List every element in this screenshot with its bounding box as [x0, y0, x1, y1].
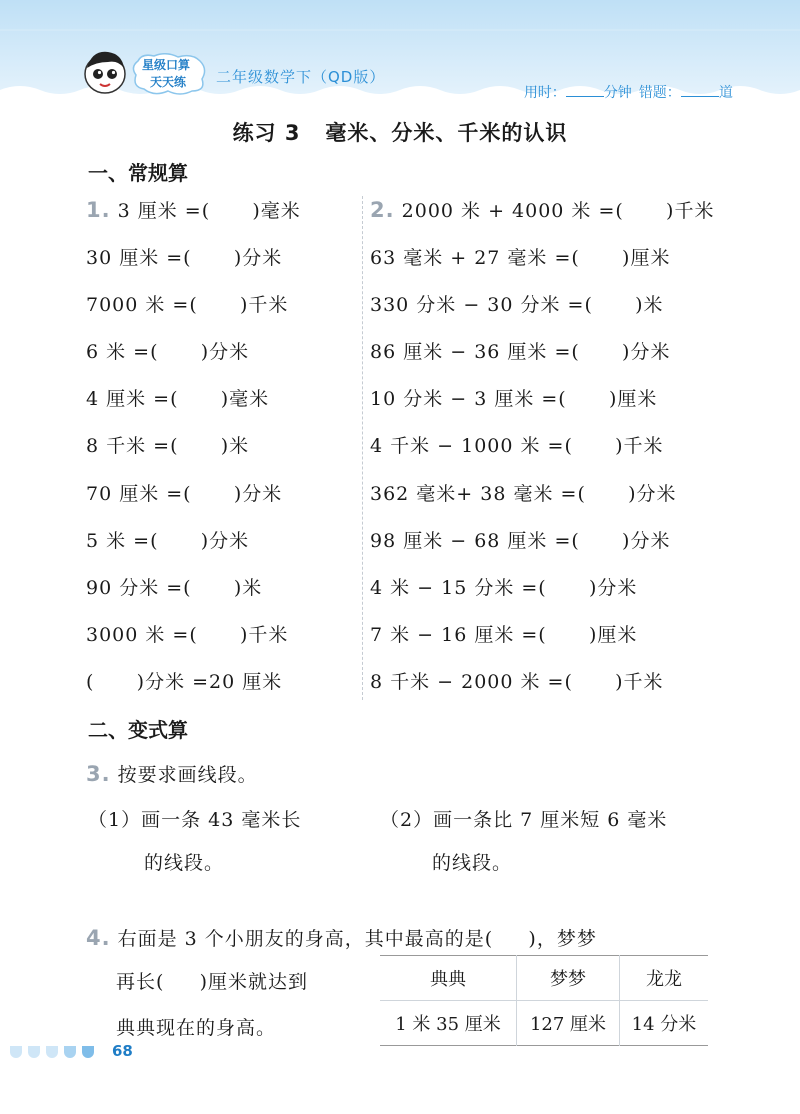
- table-header-cell: 典典: [380, 956, 517, 1001]
- left-item-text: 3 厘米 =( )毫米: [117, 200, 301, 222]
- page-title: 练习 3 毫米、分米、千米的认识: [232, 121, 568, 145]
- logo-text-2: 天天练: [150, 75, 187, 89]
- right-item: [370, 243, 670, 270]
- question-3-number: 3.: [86, 762, 111, 786]
- height-table: [380, 955, 708, 1046]
- section-1-title: 一、常规算: [88, 161, 188, 185]
- right-item-text: 362 毫米+ 38 毫米 =( )分米: [370, 483, 677, 505]
- table-header-cell: 龙龙: [620, 956, 709, 1001]
- left-item-text: 30 厘米 =( )分米: [86, 247, 283, 269]
- footer-dot: [46, 1046, 58, 1058]
- page-header: [0, 0, 800, 100]
- right-item-text: 7 米 − 16 厘米 =( )厘米: [370, 624, 638, 646]
- question-3-part-2-line-2: 的线段。: [432, 852, 513, 874]
- question-2-number: 2.: [370, 198, 395, 222]
- logo-text-1: 星级口算: [142, 58, 191, 72]
- left-item-text: 7000 米 =( )千米: [86, 294, 289, 316]
- left-item: [86, 337, 249, 364]
- right-item-text: 8 千米 − 2000 米 =( )千米: [370, 671, 664, 693]
- table-cell: 1 米 35 厘米: [395, 1014, 501, 1035]
- right-item: [370, 337, 670, 364]
- time-blank[interactable]: [566, 84, 604, 97]
- question-4-text-1: 右面是 3 个小朋友的身高，其中最高的是( )，梦梦: [117, 928, 597, 950]
- right-item: [370, 620, 637, 647]
- right-item: [370, 290, 664, 317]
- right-item-text: 98 厘米 − 68 厘米 =( )分米: [370, 530, 671, 552]
- question-3: [86, 760, 258, 787]
- left-item: [86, 526, 249, 553]
- right-item-text: 4 米 − 15 分米 =( )分米: [370, 577, 638, 599]
- left-item: [86, 243, 282, 270]
- question-3-part-1-line-2: 的线段。: [144, 852, 225, 874]
- left-item: [86, 431, 249, 458]
- question-4-line-1: [86, 924, 597, 951]
- table-cell: 127 厘米: [517, 1001, 620, 1046]
- question-3-part-1-line-1: （1）画一条 43 毫米长: [88, 809, 302, 831]
- errors-label: 错题：: [638, 85, 681, 100]
- time-unit: 分钟: [603, 85, 632, 100]
- right-item-text: 86 厘米 − 36 厘米 =( )分米: [370, 341, 671, 363]
- left-item-text: 8 千米 =( )米: [86, 435, 250, 457]
- left-item-text: 3000 米 =( )千米: [86, 624, 289, 646]
- errors-blank[interactable]: [681, 84, 719, 97]
- right-item-text: 63 毫米 + 27 毫米 =( )厘米: [370, 247, 671, 269]
- page-number: 68: [112, 1042, 133, 1060]
- table-header-cell: 梦梦: [517, 956, 620, 1001]
- left-item: [86, 620, 288, 647]
- right-item-text: 10 分米 − 3 厘米 =( )厘米: [370, 388, 658, 410]
- height-table-header-row: [380, 956, 708, 1001]
- left-item-text: 6 米 =( )分米: [86, 341, 250, 363]
- left-item: [86, 573, 262, 600]
- right-item-text: 330 分米 − 30 分米 =( )米: [370, 294, 664, 316]
- table-cell: 14 分米: [620, 1001, 709, 1046]
- left-item: [86, 384, 269, 411]
- column-divider: [362, 196, 363, 700]
- right-item: [370, 196, 714, 223]
- mascot-icon: [78, 44, 132, 98]
- right-item: [370, 431, 664, 458]
- errors-unit: 道: [718, 85, 733, 100]
- left-item-text: 4 厘米 =( )毫米: [86, 388, 270, 410]
- right-item: [370, 526, 670, 553]
- footer-dot: [64, 1046, 76, 1058]
- time-field: [506, 66, 632, 100]
- question-1-number: 1.: [86, 198, 111, 222]
- question-4-line-3: 典典现在的身高。: [116, 1017, 277, 1039]
- right-item: [370, 573, 637, 600]
- section-2-title: 二、变式算: [88, 718, 188, 742]
- question-4-number: 4.: [86, 926, 111, 950]
- question-3-text: 按要求画线段。: [117, 764, 258, 786]
- question-4-line-2: 再长( )厘米就达到: [116, 971, 309, 993]
- right-item: [370, 384, 657, 411]
- right-item: [370, 479, 677, 506]
- footer-dot: [10, 1046, 22, 1058]
- book-title: 二年级数学下（QD版）: [216, 68, 386, 86]
- logo: [132, 53, 208, 95]
- left-item-text: 70 厘米 =( )分米: [86, 483, 283, 505]
- errors-field: [621, 66, 733, 100]
- left-item: [86, 479, 282, 506]
- footer-dot: [82, 1046, 94, 1058]
- question-3-part-2-line-1: （2）画一条比 7 厘米短 6 毫米: [380, 809, 668, 831]
- right-item: [370, 667, 664, 694]
- left-item: [86, 290, 288, 317]
- left-item: [86, 196, 301, 223]
- left-item-text: ( )分米 =20 厘米: [86, 671, 283, 693]
- height-table-value-row: [380, 1001, 708, 1046]
- right-item-text: 4 千米 − 1000 米 =( )千米: [370, 435, 664, 457]
- footer-dot: [28, 1046, 40, 1058]
- left-item-text: 5 米 =( )分米: [86, 530, 250, 552]
- right-item-text: 2000 米 + 4000 米 =( )千米: [401, 200, 715, 222]
- left-item-text: 90 分米 =( )米: [86, 577, 263, 599]
- time-label: 用时：: [523, 85, 566, 100]
- left-item: [86, 667, 282, 694]
